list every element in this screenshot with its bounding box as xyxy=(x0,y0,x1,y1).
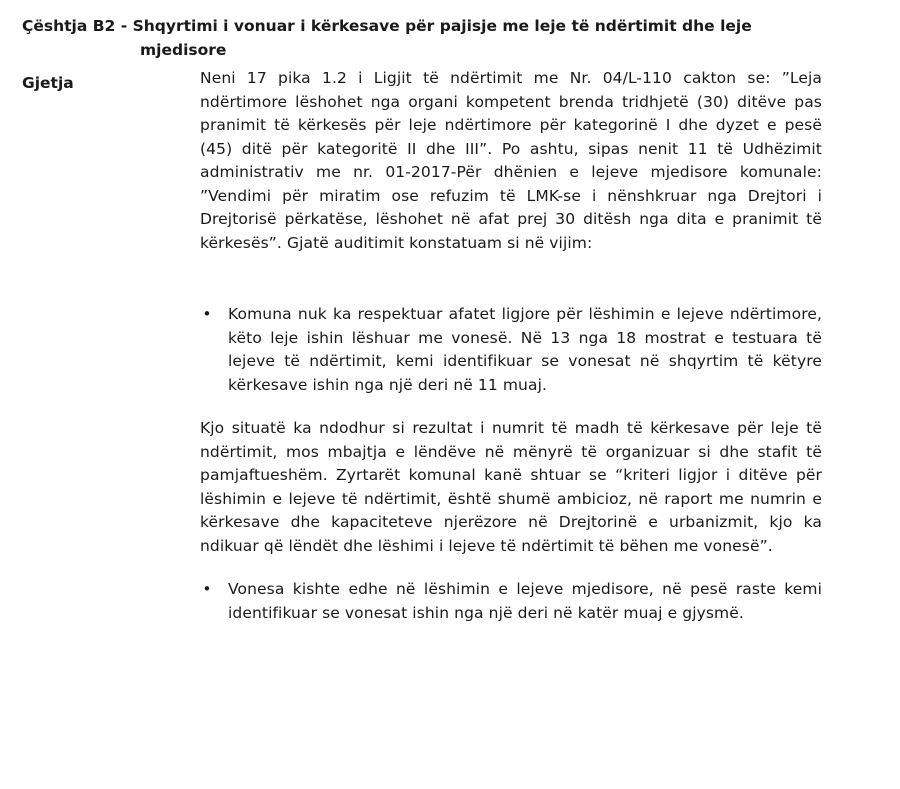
issue-number: Çështja B2 - xyxy=(22,17,133,35)
bullet-item-environmental-permits xyxy=(200,578,822,625)
finding-intro-paragraph: Neni 17 pika 1.2 i Ligjit të ndërtimit me Nr. 04/L-110 cakton se: ”Leja ndërtimore lëshohet nga organi kompetent brenda tridhjetë (30) ditëve pas pranimit të kërkesës për leje ndërtimore për kategorinë I dhe dyzet e pesë (45) ditë për kategoritë II dhe III”. Po ashtu, sipas nenit 11 të Udhëzimit administrativ me nr. 01-2017-Për dhënien e lejeve mjedisore komunale: ”Vendimi për miratim ose refuzim të LMK-se i nënshkruar nga Drejtori i Drejtorisë përkatëse, lëshohet në afat prej 30 ditësh nga dita e pranimit të kërkesës”. Gjatë auditimit konstatuam si në vijim: xyxy=(200,69,822,252)
finding-label: Gjetja xyxy=(22,74,74,92)
bullet-icon: • xyxy=(202,580,212,598)
bullet-item-building-permits xyxy=(200,303,822,397)
finding-content xyxy=(200,67,822,625)
bullet-icon: • xyxy=(202,305,212,323)
bullet-text: Komuna nuk ka respektuar afatet ligjore për lëshimin e lejeve ndërtimore, këto leje ishin lëshuar me vonesë. Në 13 nga 18 mostrat e testuara të lejeve të ndërtimit, kemi identifikuar se vonesat në shqyrtim të këtyre kërkesave ishin nga një deri në 11 muaj. xyxy=(228,305,822,394)
issue-title-line2: mjedisore xyxy=(140,41,227,59)
bullet-list-building-permits xyxy=(200,303,822,397)
bullet-text: Vonesa kishte edhe në lëshimin e lejeve mjedisore, në pesë raste kemi identifikuar se vonesat ishin nga një deri në katër muaj e gjysmë. xyxy=(228,580,822,622)
issue-title-line1: Shqyrtimi i vonuar i kërkesave për pajisje me leje të ndërtimit dhe leje xyxy=(132,17,752,35)
situation-paragraph: Kjo situatë ka ndodhur si rezultat i numrit të madh të kërkesave për leje të ndërtimit, mos mbajtja e lëndëve në mënyrë të organizuar si dhe stafit të pamjaftueshëm. Zyrtarët komunal kanë shtuar se “kriteri ligjor i ditëve për lëshimin e lejeve të ndërtimit, është shumë ambicioz, në raport me numrin e kërkesave dhe kapaciteteve njerëzore në Drejtorinë e urbanizmit, kjo ka ndikuar që lëndët dhe lëshimi i lejeve të ndërtimit të bëhen me vonesë”. xyxy=(200,419,822,555)
issue-heading xyxy=(22,14,822,62)
bullet-list-environmental-permits xyxy=(200,578,822,625)
